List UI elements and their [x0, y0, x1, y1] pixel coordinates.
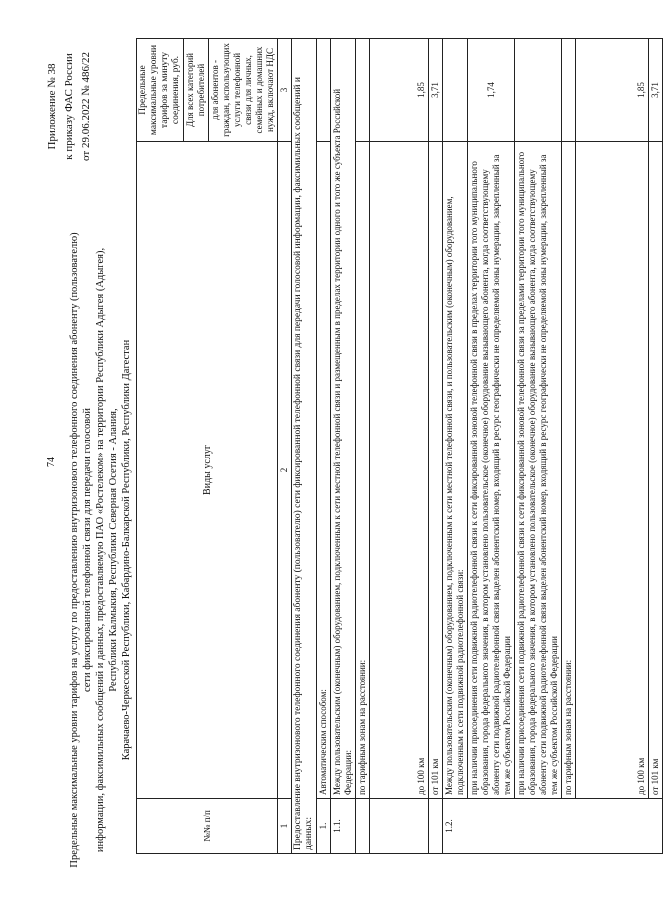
colnum-1: 1 [278, 799, 292, 854]
table-row [515, 39, 562, 854]
table-row [317, 39, 331, 854]
row-value: 1,85 [370, 39, 429, 142]
row-text: Между пользовательским (оконечным) оборудованием, подключенным к сети местной телефонной связи, и пользовательским (оконечным) оборудованием, подключенным к сети подвижной радиотелефонной связи: [443, 142, 468, 799]
rotated-document [40, 22, 660, 882]
row-text: от 101 км [649, 142, 663, 799]
row-value: 1,74 [468, 39, 515, 142]
table-row [331, 39, 356, 854]
row-text: до 100 км [370, 142, 429, 799]
row-text: при наличии присоединения сети подвижной радиотелефонной связи к сети фиксированной зоновой телефонной связи в пределах территории того муниципального образования, города федерального значения, в котором установлено пользовательское (оконечное) оборудование вызывающего абонента, когда соответствующему абоненту сети подвижной радиотелефонной связи выделен абонентский номер, входящий в ресурс географически не определяемой зоны нумерации, закрепленный за тем же субъектом Российской Федерации [468, 142, 515, 799]
table-row [443, 39, 468, 854]
row-value [356, 39, 370, 142]
row-value [515, 39, 562, 142]
row-number [356, 799, 370, 854]
row-text: по тарифным зонам на расстоянии: [356, 142, 370, 799]
table-row [576, 39, 649, 854]
row-text: до 100 км [576, 142, 649, 799]
title-line-2: информации, факсимильных сообщений и данных, предоставляемую ПАО «Ростелеком» на территории Республики Адыгея (Адыгея), Республики Калмыкия, Республики Северная Осетия - Алания, [95, 247, 119, 853]
appendix-line-2: к приказу ФАС России [63, 53, 75, 160]
table-row [468, 39, 515, 854]
column-number-row [278, 39, 292, 854]
document-title [68, 230, 133, 870]
section-title-row [292, 39, 317, 854]
row-text: Автоматическим способом: [317, 142, 331, 799]
row-number [370, 799, 429, 854]
row-value [443, 39, 468, 142]
col-subcategory-header: для абонентов - граждан, использующих услуги телефонной связи для личных, семейных и домашних нужд, включают НДС [209, 39, 278, 142]
row-text: при наличии присоединения сети подвижной радиотелефонной связи к сети фиксированной зоновой телефонной связи за пределами территории того муниципального образования, города федерального значения, в котором установлено пользовательское (оконечное) оборудование вызывающего абонента, когда соответствующему абоненту сети подвижной радиотелефонной связи выделен абонентский номер, входящий в ресурс географически не определяемой зоны нумерации, закрепленный за тем же субъектом Российской Федерации [515, 142, 562, 799]
tariff-table [136, 38, 663, 854]
page-number: 74 [46, 457, 57, 467]
col-num-header: №№ п/п [137, 799, 278, 854]
col-service-header: Виды услуг [137, 142, 278, 799]
table-row [562, 39, 576, 854]
col-category-header: Для всех категорий потребителей [184, 39, 209, 142]
row-text: Между пользовательским (оконечным) оборудованием, подключенным к сети местной телефонной связи и размещенным в пределах территории одного и того же субъекта Российской Федерации: [331, 39, 356, 799]
appendix-line-1: Приложение № 38 [46, 63, 58, 150]
row-number [429, 799, 443, 854]
table-row [356, 39, 370, 854]
row-number: 1.2. [443, 799, 663, 854]
row-value: 1,85 [576, 39, 649, 142]
colnum-3: 3 [278, 39, 292, 142]
row-text: по тарифным зонам на расстоянии: [562, 142, 576, 799]
row-value [562, 39, 576, 142]
row-value [317, 39, 331, 142]
row-value: 3,71 [649, 39, 663, 142]
col-price-header: Предельные максимальные уровни тарифов за минуту соединения, руб. [137, 39, 184, 142]
title-line-3: Карачаево-Черкесской Республики, Кабардино-Балкарской Республики, Республики Дагестан [121, 339, 132, 761]
row-number: 1. [317, 799, 331, 854]
header-row-1 [137, 39, 184, 854]
section-title: Предоставление внутризонового телефонного соединения абоненту (пользователю) сети фиксированной телефонной связи для передачи голосовой информации, факсимильных сообщений и данных: [292, 39, 317, 854]
row-number: 1.1. [331, 799, 356, 854]
colnum-2: 2 [278, 142, 292, 799]
row-value: 3,71 [429, 39, 443, 142]
table-row [429, 39, 443, 854]
title-line-1: Предельные максимальные уровни тарифов на услугу по предоставлению внутризонового телефонного соединения абоненту (пользователю) сети фиксированной телефонной связи для передачи голосовой [69, 232, 93, 868]
appendix-line-3: от 29.06.2022 № 486/22 [80, 52, 92, 161]
appendix-header [44, 52, 95, 161]
row-text: от 101 км [429, 142, 443, 799]
table-row [649, 39, 663, 854]
table-row [370, 39, 429, 854]
